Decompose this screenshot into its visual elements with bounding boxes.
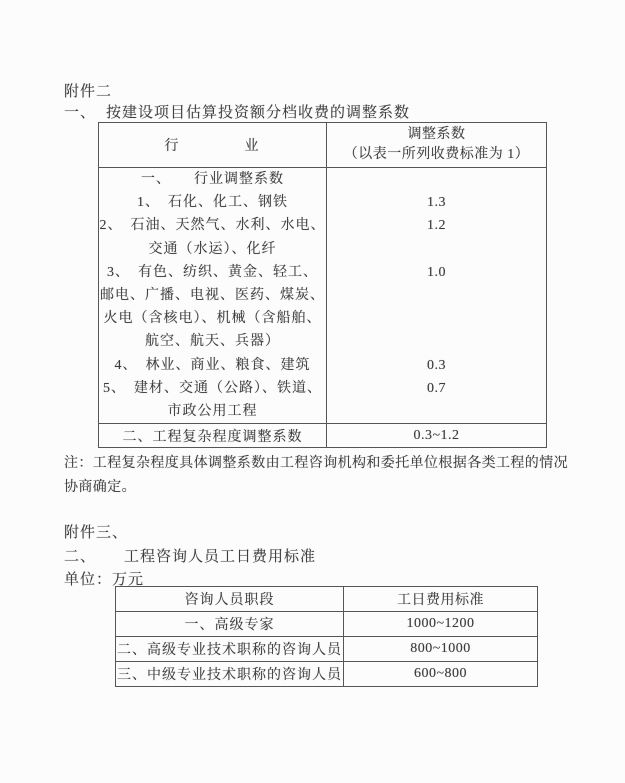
industry-line: 交通（水运）、化纤 xyxy=(148,241,277,257)
table1-body xyxy=(99,168,546,423)
grade-cell: 三、中级专业技术职称的咨询人员 xyxy=(116,662,344,686)
table2-header-grade: 咨询人员职段 xyxy=(116,587,344,611)
table-row xyxy=(116,611,537,636)
industry-line: 2、 石油、天然气、水利、水电、 xyxy=(99,218,326,234)
fee-cell: 600~800 xyxy=(413,666,468,681)
table-row xyxy=(99,168,326,191)
section-2-number: 二、 xyxy=(64,549,97,565)
section-1-heading xyxy=(64,101,410,122)
table2-header-row xyxy=(116,587,537,611)
industry-line: 航空、航天、兵器） xyxy=(145,334,280,350)
coefficient-value: 0.3 xyxy=(427,357,446,373)
coefficient-value xyxy=(327,168,546,191)
industry-line: 市政公用工程 xyxy=(167,404,258,420)
industry-line: 一、 行业调整系数 xyxy=(141,172,284,187)
note-line1: 注：工程复杂程度具体调整系数由工程咨询机构和委托单位根据各类工程的情况 xyxy=(64,456,568,471)
industry-line: 4、 林业、商业、粮食、建筑 xyxy=(114,357,311,373)
coefficient-value: 1.0 xyxy=(427,264,446,280)
table2-header-fee: 工日费用标准 xyxy=(397,593,484,608)
fee-cell: 800~1000 xyxy=(410,641,471,656)
industry-line: 5、 建材、交通（公路）、铁道、 xyxy=(103,380,322,396)
attachment-2-label: 附件二 xyxy=(64,84,113,100)
coefficient-value: 0.7 xyxy=(427,380,446,396)
industry-coefficient-table xyxy=(98,122,547,448)
table-row xyxy=(116,661,537,686)
coefficient-value: 1.2 xyxy=(427,218,446,234)
table1-coefficient-column xyxy=(327,168,546,423)
industry-line: 邮电、广播、电视、医药、煤炭、 xyxy=(100,288,325,304)
table-row xyxy=(116,636,537,661)
complexity-label: 二、工程复杂程度调整系数 xyxy=(99,424,327,447)
industry-line: 火电（含核电）、机械（含船舶、 xyxy=(103,311,322,327)
table1-header-coefficient-line2: （以表一所列收费标准为 1） xyxy=(343,147,530,162)
table-row xyxy=(99,214,326,260)
table1-header-coefficient-line1: 调整系数 xyxy=(407,127,466,142)
table1-header-coefficient xyxy=(327,123,546,167)
grade-cell: 二、高级专业技术职称的咨询人员 xyxy=(116,637,344,661)
coefficient-value: 1.3 xyxy=(427,195,446,211)
industry-line: 3、 有色、纺织、黄金、轻工、 xyxy=(107,264,318,280)
section-1-title: 按建设项目估算投资额分档收费的调整系数 xyxy=(106,105,411,121)
table-row xyxy=(99,354,326,377)
section-1-number: 一、 xyxy=(64,105,97,121)
note-line2: 协商确定。 xyxy=(64,479,136,495)
table-row xyxy=(99,191,326,214)
complexity-value: 0.3~1.2 xyxy=(413,427,460,443)
section-2-heading xyxy=(64,545,316,566)
daily-fee-table xyxy=(115,586,538,687)
table1-header-row xyxy=(99,123,546,168)
section-2-title: 工程咨询人员工日费用标准 xyxy=(124,549,317,565)
unit-label: 单位：万元 xyxy=(64,572,145,588)
table1-header-industry: 行 业 xyxy=(99,123,327,167)
attachment-3-label: 附件三、 xyxy=(64,525,129,541)
table-row xyxy=(99,377,326,423)
grade-cell: 一、高级专家 xyxy=(116,612,344,636)
table1-complexity-row xyxy=(99,423,546,447)
industry-line: 1、 石化、化工、钢铁 xyxy=(137,195,288,211)
table1-industry-column xyxy=(99,168,327,423)
table1-note xyxy=(64,452,572,499)
table-row xyxy=(99,261,326,354)
fee-cell: 1000~1200 xyxy=(406,616,475,631)
